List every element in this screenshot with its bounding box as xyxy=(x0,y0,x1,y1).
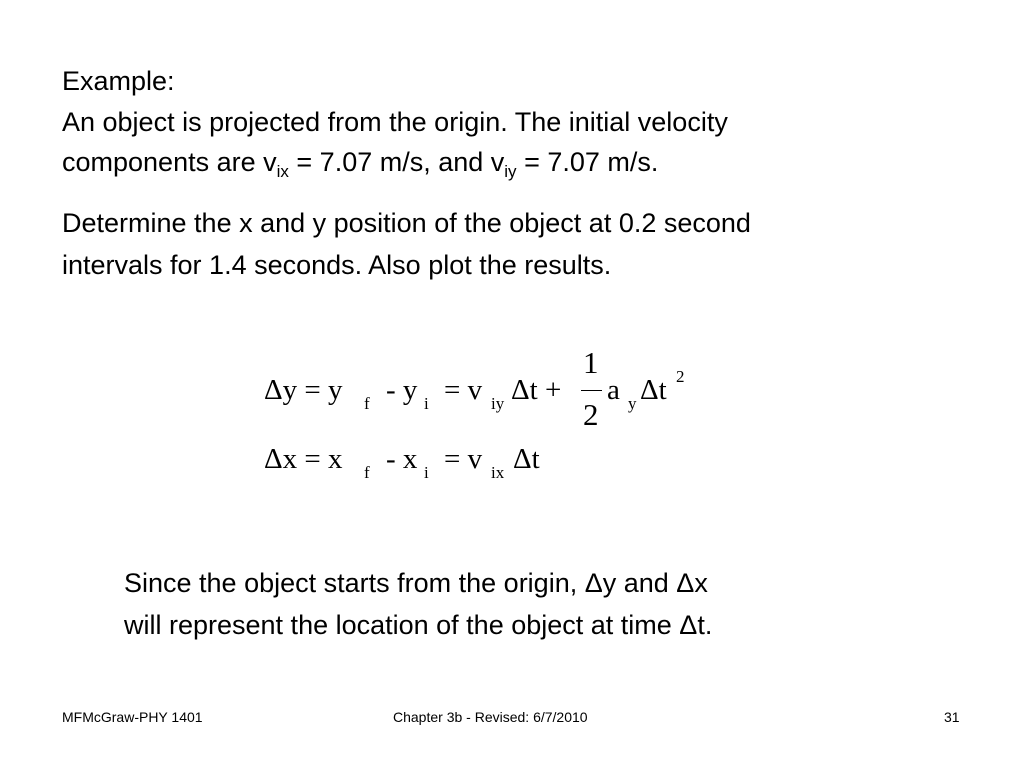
fraction-numerator: 1 xyxy=(583,345,599,380)
eq-y-minus: - y xyxy=(386,374,418,406)
footer-author: MFMcGraw-PHY 1401 xyxy=(62,709,203,725)
intro-line-2-text-b: = 7.07 m/s, and v xyxy=(288,147,505,177)
intro-line-2 xyxy=(62,145,658,179)
page-number: 31 xyxy=(944,709,960,725)
eq-y-a: a xyxy=(607,374,620,406)
eq-x-minus: - x xyxy=(386,443,418,475)
subscript-ix: ix xyxy=(276,162,289,181)
eq-x-sub-ix: ix xyxy=(491,463,505,482)
fraction-bar xyxy=(581,390,602,391)
eq-x-sub-f: f xyxy=(364,463,370,482)
eq-x-lhs: Δx = x xyxy=(264,443,343,475)
task-line-1: Determine the x and y position of the object at 0.2 second xyxy=(62,208,751,238)
eq-y-sub-y: y xyxy=(628,394,637,413)
eq-y-dt: Δt xyxy=(640,374,667,406)
subscript-iy: iy xyxy=(504,162,517,181)
eq-x-sub-i: i xyxy=(424,463,429,482)
eq-y-lhs: Δy = y xyxy=(264,374,343,406)
intro-line-1: An object is projected from the origin. The initial velocity xyxy=(62,107,728,137)
eq-y-equals-v: = v xyxy=(444,374,483,406)
eq-x-equals-v: = v xyxy=(444,443,483,475)
eq-y-sup-2: 2 xyxy=(676,367,685,386)
eq-y-sub-f: f xyxy=(364,394,370,413)
intro-line-2-text-c: = 7.07 m/s. xyxy=(516,147,659,177)
example-heading: Example: xyxy=(62,66,175,96)
note-line-2: will represent the location of the object at time Δt. xyxy=(124,610,713,640)
intro-line-2-text-a: components are v xyxy=(62,147,277,177)
eq-y-dt-plus: Δt + xyxy=(511,374,562,406)
task-line-2: intervals for 1.4 seconds. Also plot the results. xyxy=(62,250,612,280)
fraction-denominator: 2 xyxy=(583,397,599,432)
note-line-1: Since the object starts from the origin, Δy and Δx xyxy=(124,568,708,598)
footer-chapter: Chapter 3b - Revised: 6/7/2010 xyxy=(393,709,588,725)
eq-x-dt: Δt xyxy=(513,443,540,475)
eq-y-sub-i: i xyxy=(424,394,429,413)
eq-y-sub-iy: iy xyxy=(491,394,505,413)
